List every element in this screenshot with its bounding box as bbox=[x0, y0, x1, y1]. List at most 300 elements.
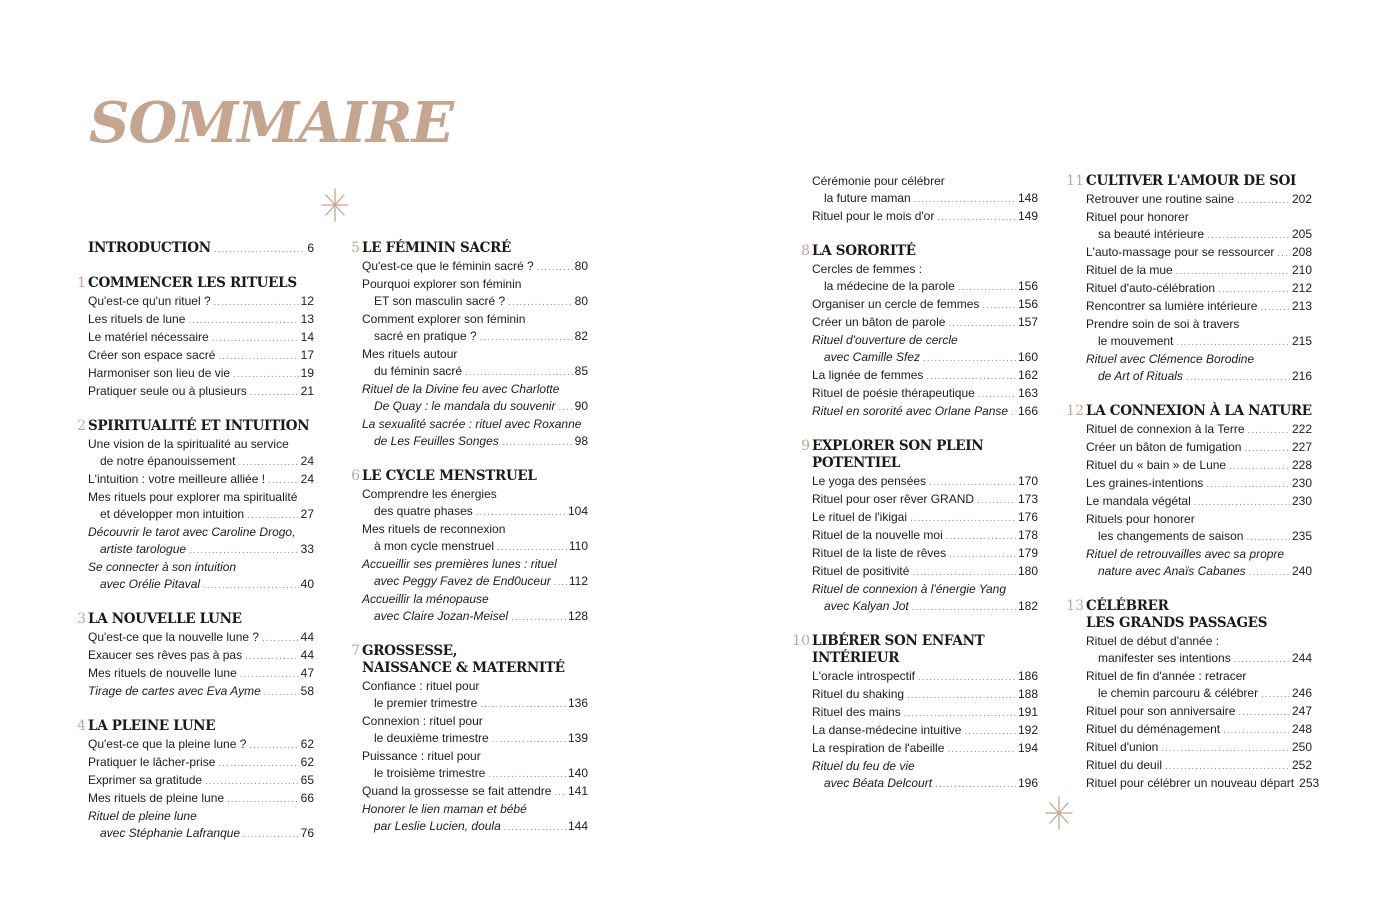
toc-column-3 bbox=[792, 173, 1038, 793]
toc-entry-text[interactable]: Rituel de fin d'année : retracer bbox=[1086, 669, 1247, 683]
page-number: 252 bbox=[1291, 758, 1312, 772]
leader-dots bbox=[978, 386, 1016, 403]
toc-entry[interactable] bbox=[88, 471, 314, 489]
toc-entry[interactable] bbox=[362, 573, 588, 591]
toc-entry[interactable] bbox=[1086, 703, 1312, 721]
leader-dots bbox=[947, 741, 1016, 758]
chapter-number: 3 bbox=[77, 611, 86, 627]
leader-dots bbox=[504, 819, 566, 836]
page-number: 230 bbox=[1291, 494, 1312, 508]
toc-entry-text[interactable]: Mes rituels pour explorer ma spiritualité bbox=[88, 490, 298, 504]
toc-entry[interactable] bbox=[812, 704, 1038, 722]
toc-section bbox=[1066, 598, 1320, 793]
page-number: 12 bbox=[300, 294, 314, 308]
leader-dots bbox=[1218, 281, 1290, 298]
toc-entry[interactable] bbox=[88, 629, 314, 647]
toc-entry[interactable] bbox=[1086, 475, 1312, 493]
toc-entry-text: le deuxième trimestre bbox=[374, 731, 489, 745]
toc-entry-text: Retrouver une routine saine bbox=[1086, 192, 1235, 206]
leader-dots bbox=[948, 315, 1016, 332]
page-number: 13 bbox=[300, 312, 314, 326]
leader-dots bbox=[189, 542, 299, 559]
page-number: 6 bbox=[307, 241, 314, 255]
page-number: 144 bbox=[567, 819, 588, 833]
chapter-number: 11 bbox=[1066, 173, 1084, 189]
leader-dots bbox=[1011, 404, 1016, 421]
toc-entry-text: Rituel de la nouvelle moi bbox=[812, 528, 943, 542]
chapter-number: 7 bbox=[351, 643, 360, 659]
toc-entry-text: avec Béata Delcourt bbox=[824, 776, 933, 790]
toc-entry[interactable] bbox=[812, 686, 1038, 704]
toc-entry[interactable] bbox=[88, 365, 314, 383]
toc-entry[interactable] bbox=[812, 775, 1038, 793]
toc-entry-text: L'auto-massage pour se ressourcer bbox=[1086, 245, 1275, 259]
toc-entry-text[interactable]: Comprendre les énergies bbox=[362, 487, 497, 501]
leader-dots bbox=[262, 630, 299, 647]
toc-entry-text: Rituel des mains bbox=[812, 705, 901, 719]
toc-entry-text: Exprimer sa gratitude bbox=[88, 773, 203, 787]
toc-entry-text: avec Orélie Pitaval bbox=[100, 577, 201, 591]
leader-dots bbox=[1194, 494, 1290, 511]
page-number: 21 bbox=[300, 384, 314, 398]
leader-dots bbox=[1248, 422, 1290, 439]
toc-entry[interactable] bbox=[1086, 368, 1312, 386]
toc-entry[interactable] bbox=[88, 736, 314, 754]
page-number: 191 bbox=[1017, 705, 1038, 719]
page-number: 205 bbox=[1291, 227, 1312, 241]
toc-entry-text: du féminin sacré bbox=[374, 364, 463, 378]
leader-dots bbox=[923, 350, 1016, 367]
toc-entry-text: Rencontrer sa lumière intérieure bbox=[1086, 299, 1258, 313]
toc-entry-text[interactable]: Rituel de début d'année : bbox=[1086, 634, 1220, 648]
page-number: 104 bbox=[567, 504, 588, 518]
toc-entry-text: de Art of Rituals bbox=[1098, 369, 1183, 383]
page-number: 19 bbox=[300, 366, 314, 380]
toc-entry-text[interactable]: Comment explorer son féminin bbox=[362, 312, 526, 326]
page-number: 44 bbox=[300, 648, 314, 662]
chapter-title[interactable]: LA SORORITÉ bbox=[812, 243, 916, 259]
toc-entry[interactable] bbox=[88, 683, 314, 701]
page-number: 112 bbox=[568, 574, 588, 588]
toc-entry-text[interactable]: Rituel de connexion à l'énergie Yang bbox=[812, 582, 1006, 596]
toc-entry[interactable] bbox=[88, 541, 314, 559]
toc-entry[interactable] bbox=[1086, 457, 1312, 475]
page-number: 192 bbox=[1017, 723, 1038, 737]
toc-entry-text[interactable]: Cercles de femmes : bbox=[812, 262, 923, 276]
toc-entry-text: nature avec Anaïs Cabanes bbox=[1098, 564, 1246, 578]
page-number: 166 bbox=[1017, 404, 1038, 418]
leader-dots bbox=[949, 546, 1016, 563]
page-number: 157 bbox=[1017, 315, 1038, 329]
page-number: 182 bbox=[1017, 599, 1038, 613]
page-number: 178 bbox=[1017, 528, 1038, 542]
toc-entry-text[interactable]: Rituel pour honorer bbox=[1086, 210, 1189, 224]
page-number: 82 bbox=[574, 329, 588, 343]
toc-entry-text[interactable]: Accueillir la ménopause bbox=[362, 592, 489, 606]
toc-entry-text: Pratiquer le lâcher-prise bbox=[88, 755, 216, 769]
page-number: 24 bbox=[300, 454, 314, 468]
toc-entry-text[interactable]: Rituels pour honorer bbox=[1086, 512, 1195, 526]
toc-entry-text: Le rituel de l'ikigai bbox=[812, 510, 908, 524]
toc-entry[interactable] bbox=[1086, 493, 1312, 511]
toc-entry[interactable] bbox=[1086, 685, 1312, 703]
toc-entry[interactable] bbox=[812, 367, 1038, 385]
leader-dots bbox=[1277, 245, 1290, 262]
leader-dots bbox=[247, 507, 299, 524]
toc-entry[interactable] bbox=[88, 790, 314, 808]
leader-dots bbox=[188, 312, 298, 329]
leader-dots bbox=[488, 766, 566, 783]
chapter-title[interactable]: EXPLORER SON PLEIN POTENTIEL bbox=[812, 438, 984, 471]
chapter-number: 2 bbox=[77, 418, 86, 434]
toc-entry-text: Rituel de positivité bbox=[812, 564, 910, 578]
toc-entry-text: des quatre phases bbox=[374, 504, 473, 518]
chapter-title[interactable]: LIBÉRER SON ENFANT INTÉRIEUR bbox=[812, 633, 985, 666]
page-number: 90 bbox=[574, 399, 588, 413]
toc-entry-text: Rituel du shaking bbox=[812, 687, 905, 701]
toc-entry-text: la médecine de la parole bbox=[824, 279, 955, 293]
leader-dots bbox=[958, 279, 1016, 296]
toc-entry-text: Rituel pour son anniversaire bbox=[1086, 704, 1236, 718]
leader-dots bbox=[1207, 227, 1290, 244]
toc-entry[interactable] bbox=[1086, 191, 1312, 209]
toc-entry-text: Les rituels de lune bbox=[88, 312, 186, 326]
toc-entry[interactable] bbox=[812, 278, 1038, 296]
leader-dots bbox=[1249, 564, 1290, 581]
toc-entry[interactable] bbox=[1086, 757, 1312, 775]
chapter-title[interactable]: LA CONNEXION À LA NATURE bbox=[1086, 403, 1312, 419]
toc-entry-text[interactable]: Rituel de pleine lune bbox=[88, 809, 197, 823]
toc-entry-text[interactable]: Rituel de retrouvailles avec sa propre bbox=[1086, 547, 1285, 561]
page-number: 149 bbox=[1017, 209, 1038, 223]
page-number: 65 bbox=[300, 773, 314, 787]
page-number: 17 bbox=[300, 348, 314, 362]
toc-entry-text[interactable]: Se connecter à son intuition bbox=[88, 560, 237, 574]
toc-entry-text: les changements de saison bbox=[1098, 529, 1244, 543]
leader-dots bbox=[227, 791, 299, 808]
toc-entry[interactable] bbox=[812, 208, 1038, 226]
toc-entry-text: sacré en pratique ? bbox=[374, 329, 477, 343]
toc-section bbox=[801, 243, 1038, 421]
toc-entry-text[interactable]: Prendre soin de soi à travers bbox=[1086, 317, 1240, 331]
leader-dots bbox=[982, 297, 1016, 314]
toc-entry-text: Rituel en sororité avec Orlane Panse bbox=[812, 404, 1009, 418]
page-number: 128 bbox=[567, 609, 588, 623]
toc-entry-text[interactable]: Confiance : rituel pour bbox=[362, 679, 480, 693]
toc-entry[interactable] bbox=[1086, 244, 1312, 262]
toc-entry-text: Rituel du déménagement bbox=[1086, 722, 1221, 736]
toc-entry-text: La respiration de l'abeille bbox=[812, 741, 945, 755]
leader-dots bbox=[1244, 440, 1290, 457]
page-number: 176 bbox=[1017, 510, 1038, 524]
toc-entry-text: Rituel de la mue bbox=[1086, 263, 1173, 277]
chapter-title[interactable]: LE FÉMININ SACRÉ bbox=[362, 240, 511, 256]
toc-entry[interactable] bbox=[812, 296, 1038, 314]
toc-entry-text: Les graines-intentions bbox=[1086, 476, 1204, 490]
toc-entry-text: Qu'est-ce qu'un rituel ? bbox=[88, 294, 211, 308]
page-number: 202 bbox=[1291, 192, 1312, 206]
page-number: 58 bbox=[300, 684, 314, 698]
toc-entry-text[interactable]: Rituel de la Divine feu avec Charlotte bbox=[362, 382, 560, 396]
toc-entry[interactable] bbox=[812, 527, 1038, 545]
chapter-number: 1 bbox=[77, 275, 86, 291]
leader-dots bbox=[480, 329, 573, 346]
toc-entry-text: Qu'est-ce que la pleine lune ? bbox=[88, 737, 247, 751]
toc-entry[interactable] bbox=[362, 363, 588, 381]
toc-entry-text[interactable]: Une vision de la spiritualité au service bbox=[88, 437, 289, 451]
toc-entry[interactable] bbox=[88, 576, 314, 594]
leader-dots bbox=[946, 528, 1016, 545]
toc-entry[interactable] bbox=[88, 506, 314, 524]
leader-dots bbox=[1186, 369, 1290, 386]
toc-entry[interactable] bbox=[1086, 528, 1312, 546]
toc-entry-text[interactable]: La sexualité sacrée : rituel avec Roxanne bbox=[362, 417, 582, 431]
leader-dots bbox=[554, 784, 566, 801]
page-number: 227 bbox=[1291, 440, 1312, 454]
leader-dots bbox=[508, 294, 572, 311]
toc-entry[interactable] bbox=[362, 433, 588, 451]
toc-entry-text: Qu'est-ce que la nouvelle lune ? bbox=[88, 630, 260, 644]
toc-entry-text: Créer un bâton de fumigation bbox=[1086, 440, 1242, 454]
chapter-title[interactable]: GROSSESSE, NAISSANCE & MATERNITÉ bbox=[362, 643, 565, 676]
toc-entry[interactable] bbox=[812, 314, 1038, 332]
leader-dots bbox=[554, 574, 567, 591]
toc-entry-introduction[interactable] bbox=[88, 240, 314, 258]
leader-dots bbox=[218, 348, 298, 365]
toc-entry-text: de notre épanouissement bbox=[100, 454, 236, 468]
toc-entry[interactable] bbox=[362, 730, 588, 748]
page-number: 160 bbox=[1017, 350, 1038, 364]
chapter-number: 5 bbox=[351, 240, 360, 256]
toc-entry[interactable] bbox=[1086, 262, 1312, 280]
page-number: 246 bbox=[1291, 686, 1312, 700]
chapter-title[interactable]: SPIRITUALITÉ ET INTUITION bbox=[88, 418, 310, 434]
toc-entry-text[interactable]: Rituel d'ouverture de cercle bbox=[812, 333, 958, 347]
toc-entry[interactable] bbox=[1086, 421, 1312, 439]
leader-dots bbox=[1234, 651, 1290, 668]
page-number: 76 bbox=[300, 826, 314, 840]
toc-entry[interactable] bbox=[1086, 739, 1312, 757]
toc-entry-text: Pratiquer seule ou à plusieurs bbox=[88, 384, 247, 398]
page-number: 156 bbox=[1017, 297, 1038, 311]
toc-entry-text: ET son masculin sacré ? bbox=[374, 294, 506, 308]
toc-entry[interactable] bbox=[812, 722, 1038, 740]
leader-dots bbox=[480, 696, 566, 713]
toc-entry[interactable] bbox=[812, 349, 1038, 367]
asterisk-star-icon bbox=[320, 188, 350, 222]
toc-entry-text: Le yoga des pensées bbox=[812, 474, 927, 488]
toc-entry[interactable] bbox=[88, 293, 314, 311]
page-number: 194 bbox=[1017, 741, 1038, 755]
page-number: 156 bbox=[1017, 279, 1038, 293]
chapter-title[interactable]: CULTIVER L'AMOUR DE SOI bbox=[1086, 173, 1297, 189]
page-number: 248 bbox=[1291, 722, 1312, 736]
toc-entry-text: Tirage de cartes avec Eva Ayme bbox=[88, 684, 261, 698]
toc-entry[interactable] bbox=[362, 783, 588, 801]
toc-entry-text[interactable]: Cérémonie pour célébrer bbox=[812, 174, 945, 188]
leader-dots bbox=[910, 510, 1016, 527]
page-number: 212 bbox=[1291, 281, 1312, 295]
toc-section bbox=[351, 643, 588, 836]
toc-entry[interactable] bbox=[362, 608, 588, 626]
leader-dots bbox=[937, 209, 1016, 226]
page-number: 230 bbox=[1291, 476, 1312, 490]
toc-entry[interactable] bbox=[88, 311, 314, 329]
toc-entry[interactable] bbox=[88, 329, 314, 347]
toc-entry-text: La lignée de femmes bbox=[812, 368, 924, 382]
toc-entry[interactable] bbox=[88, 383, 314, 401]
toc-entry-text: le premier trimestre bbox=[374, 696, 478, 710]
toc-entry[interactable] bbox=[362, 258, 588, 276]
toc-entry-text[interactable]: Accueillir ses premières lunes : rituel bbox=[362, 557, 557, 571]
toc-entry-text: Créer son espace sacré bbox=[88, 348, 216, 362]
leader-dots bbox=[912, 599, 1016, 616]
toc-entry[interactable] bbox=[812, 509, 1038, 527]
toc-entry-text: avec Stéphanie Lafranque bbox=[100, 826, 241, 840]
leader-dots bbox=[264, 684, 299, 701]
toc-entry[interactable] bbox=[88, 665, 314, 683]
page-number: 40 bbox=[300, 577, 314, 591]
page-number: 33 bbox=[300, 542, 314, 556]
toc-entry[interactable] bbox=[362, 398, 588, 416]
page-number: 162 bbox=[1017, 368, 1038, 382]
page-number: 141 bbox=[567, 784, 588, 798]
leader-dots bbox=[907, 687, 1016, 704]
toc-entry[interactable] bbox=[1086, 226, 1312, 244]
toc-entry[interactable] bbox=[812, 740, 1038, 758]
toc-entry[interactable] bbox=[362, 503, 588, 521]
toc-entry-text: Rituel pour le mois d'or bbox=[812, 209, 935, 223]
toc-entry-text: Rituel de poésie thérapeutique bbox=[812, 386, 975, 400]
toc-column-2 bbox=[351, 240, 588, 836]
chapter-number: 10 bbox=[792, 633, 810, 649]
toc-entry[interactable] bbox=[362, 328, 588, 346]
toc-entry-text[interactable]: Pourquoi explorer son féminin bbox=[362, 277, 522, 291]
toc-column-1 bbox=[77, 240, 314, 843]
toc-entry-text: Rituel pour oser rêver GRAND bbox=[812, 492, 975, 506]
leader-dots bbox=[502, 434, 573, 451]
introduction-label: INTRODUCTION bbox=[88, 240, 211, 256]
toc-entry-text: Organiser un cercle de femmes bbox=[812, 297, 980, 311]
asterisk-star-icon bbox=[1044, 796, 1074, 830]
toc-entry-text[interactable]: Connexion : rituel pour bbox=[362, 714, 483, 728]
leader-dots bbox=[218, 755, 298, 772]
toc-entry[interactable] bbox=[812, 668, 1038, 686]
page-number: 98 bbox=[574, 434, 588, 448]
toc-entry[interactable] bbox=[812, 190, 1038, 208]
toc-entry[interactable] bbox=[812, 545, 1038, 563]
toc-entry-text: Exaucer ses rêves pas à pas bbox=[88, 648, 243, 662]
chapter-title[interactable]: LA NOUVELLE LUNE bbox=[88, 611, 242, 627]
page-number: 240 bbox=[1291, 564, 1312, 578]
toc-entry[interactable] bbox=[1086, 650, 1312, 668]
toc-entry[interactable] bbox=[812, 385, 1038, 403]
chapter-title[interactable]: CÉLÉBRER LES GRANDS PASSAGES bbox=[1086, 598, 1268, 631]
toc-entry-text[interactable]: Mes rituels de reconnexion bbox=[362, 522, 506, 536]
toc-entry-text[interactable]: Rituel du feu de vie bbox=[812, 759, 915, 773]
toc-entry[interactable] bbox=[88, 453, 314, 471]
toc-column-4 bbox=[1066, 173, 1320, 793]
leader-dots bbox=[1261, 686, 1290, 703]
toc-entry[interactable] bbox=[1086, 439, 1312, 457]
toc-entry[interactable] bbox=[362, 818, 588, 836]
chapter-number: 8 bbox=[801, 243, 810, 259]
toc-entry[interactable] bbox=[88, 647, 314, 665]
toc-entry-text[interactable]: Découvrir le tarot avec Caroline Drogo, bbox=[88, 525, 296, 539]
leader-dots bbox=[205, 773, 299, 790]
toc-section bbox=[1066, 403, 1312, 581]
toc-section bbox=[351, 240, 588, 451]
toc-entry[interactable] bbox=[88, 754, 314, 772]
page-number: 27 bbox=[300, 507, 314, 521]
toc-entry[interactable] bbox=[1086, 721, 1312, 739]
toc-entry[interactable] bbox=[362, 765, 588, 783]
toc-entry-text: avec Camille Sfez bbox=[824, 350, 921, 364]
toc-entry-text[interactable]: Puissance : rituel pour bbox=[362, 749, 481, 763]
leader-dots bbox=[1165, 758, 1290, 775]
leader-dots bbox=[492, 731, 566, 748]
toc-entry[interactable] bbox=[1086, 280, 1312, 298]
toc-entry-text[interactable]: Honorer le lien maman et bébé bbox=[362, 802, 527, 816]
leader-dots bbox=[476, 504, 566, 521]
toc-entry[interactable] bbox=[88, 825, 314, 843]
toc-entry-text: L'oracle introspectif bbox=[812, 669, 916, 683]
toc-entry-text: De Quay : le mandala du souvenir bbox=[374, 399, 556, 413]
toc-entry-text: le mouvement bbox=[1098, 334, 1174, 348]
toc-section bbox=[77, 275, 314, 401]
toc-entry[interactable] bbox=[1086, 298, 1312, 316]
chapter-title[interactable]: LE CYCLE MENSTRUEL bbox=[362, 468, 537, 484]
toc-entry-text: le chemin parcouru & célébrer bbox=[1098, 686, 1259, 700]
page-number: 213 bbox=[1291, 299, 1312, 313]
chapter-title[interactable]: COMMENCER LES RITUELS bbox=[88, 275, 297, 291]
toc-entry-text: avec Kalyan Jot bbox=[824, 599, 909, 613]
toc-entry-text: Quand la grossesse se fait attendre bbox=[362, 784, 552, 798]
chapter-title[interactable]: LA PLEINE LUNE bbox=[88, 718, 216, 734]
toc-entry[interactable] bbox=[1086, 563, 1312, 581]
toc-entry[interactable] bbox=[362, 293, 588, 311]
toc-entry[interactable] bbox=[88, 347, 314, 365]
page-number: 216 bbox=[1291, 369, 1312, 383]
toc-entry[interactable] bbox=[812, 598, 1038, 616]
leader-dots bbox=[268, 472, 299, 489]
toc-entry[interactable] bbox=[362, 538, 588, 556]
page-number: 80 bbox=[574, 259, 588, 273]
page-number: 180 bbox=[1017, 564, 1038, 578]
page-number: 66 bbox=[300, 791, 314, 805]
toc-entry-text: Rituel de la liste de rêves bbox=[812, 546, 947, 560]
leader-dots bbox=[1206, 476, 1290, 493]
toc-entry-text[interactable]: Mes rituels autour bbox=[362, 347, 458, 361]
leader-dots bbox=[1260, 299, 1290, 316]
page-number: 85 bbox=[574, 364, 588, 378]
toc-entry-text: avec Claire Jozan-Meisel bbox=[374, 609, 509, 623]
page-number: 24 bbox=[300, 472, 314, 486]
toc-entry[interactable] bbox=[1086, 775, 1320, 793]
toc-entry[interactable] bbox=[1086, 333, 1312, 351]
toc-entry-text[interactable]: Rituel avec Clémence Borodine bbox=[1086, 352, 1255, 366]
toc-entry[interactable] bbox=[362, 695, 588, 713]
toc-entry[interactable] bbox=[812, 563, 1038, 581]
page-number: 179 bbox=[1017, 546, 1038, 560]
toc-entry[interactable] bbox=[812, 491, 1038, 509]
leader-dots bbox=[465, 364, 573, 381]
toc-section bbox=[1066, 173, 1312, 386]
toc-entry[interactable] bbox=[812, 473, 1038, 491]
toc-entry[interactable] bbox=[812, 403, 1038, 421]
toc-entry[interactable] bbox=[88, 772, 314, 790]
leader-dots bbox=[1176, 334, 1290, 351]
